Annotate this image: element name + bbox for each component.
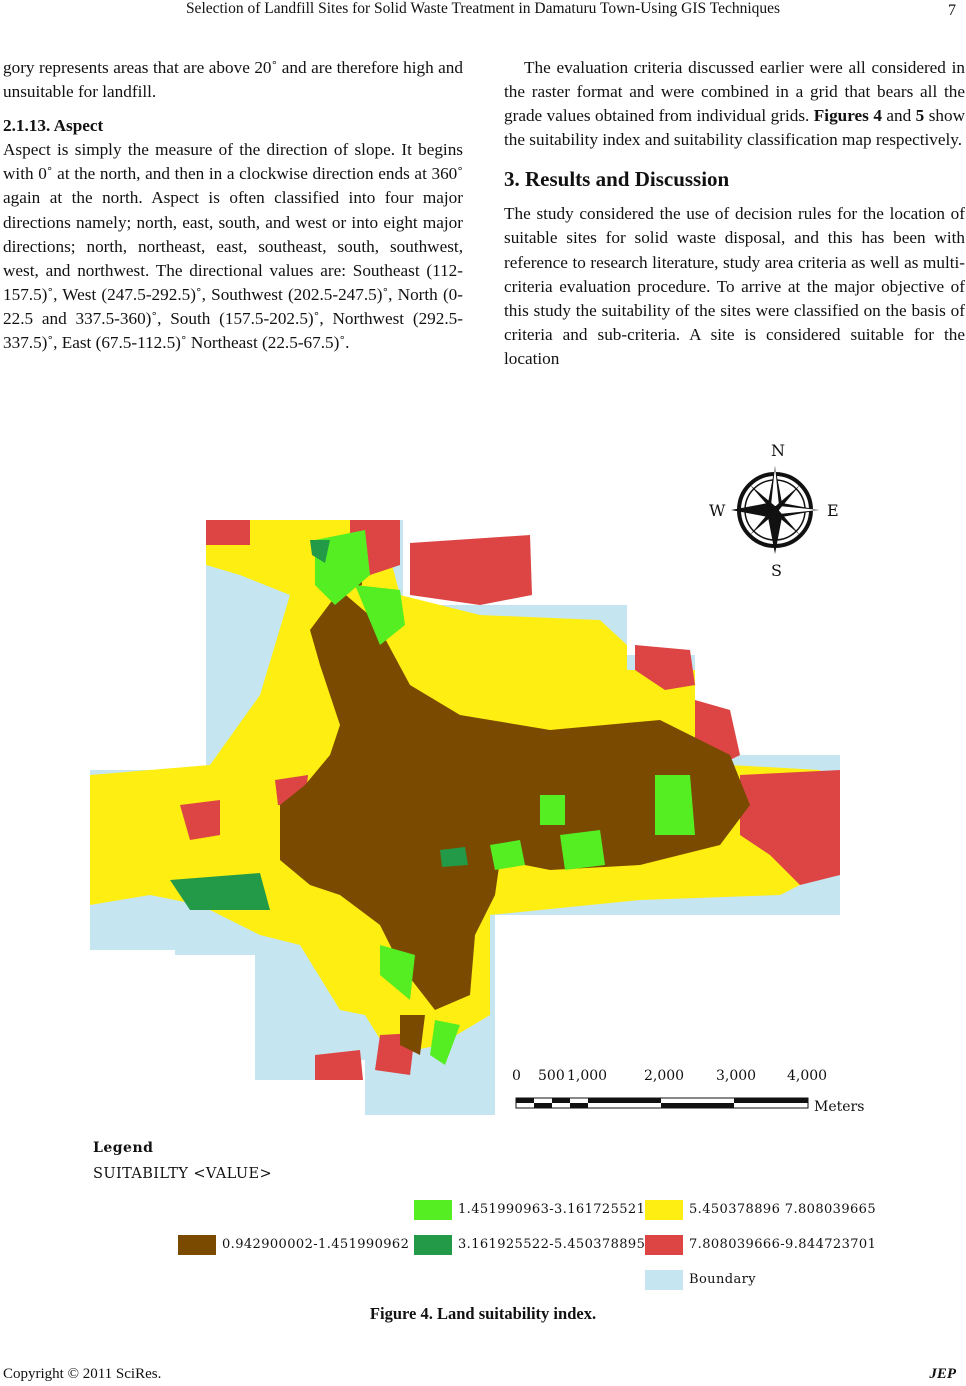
section-heading: 3. Results and Discussion	[504, 167, 730, 192]
running-title: Selection of Landfill Sites for Solid Waste Treatment in Damaturu Town-Using GIS Techniques	[185, 0, 781, 17]
compass-west-label: W	[709, 501, 726, 520]
copyright-notice: Copyright © 2011 SciRes.	[3, 1366, 162, 1382]
scale-unit-label: Meters	[814, 1099, 865, 1115]
legend-swatch	[645, 1235, 683, 1255]
scale-tick-label: 1,000	[567, 1068, 608, 1084]
legend-label: 3.161925522-5.450378895	[458, 1237, 646, 1252]
legend-swatch	[414, 1235, 452, 1255]
compass-rose	[709, 441, 839, 580]
legend-swatch	[178, 1235, 216, 1255]
suitability-map	[80, 441, 910, 1115]
compass-east-label: E	[827, 501, 839, 520]
scale-bar	[512, 1068, 864, 1115]
scale-tick-label: 2,000	[644, 1068, 685, 1084]
journal-abbrev: JEP	[929, 1366, 956, 1382]
left-column	[3, 56, 463, 355]
scale-tick-label: 0	[512, 1068, 521, 1084]
para-text: The evaluation criteria discussed earlier were all considered in the raster format and were combined in a grid that bears all the grade values obtained from individual grids.	[504, 58, 965, 126]
legend-field: SUITABILTY <VALUE>	[93, 1166, 273, 1182]
running-header	[0, 0, 966, 28]
left-paragraph-2: Aspect is simply the measure of the direction of slope. It begins with 0˚ at the north, and then in a clockwise direction ends at 360˚ again at the north. Aspect is often classified into four major directions namely; north, east, south, and west or into eight major directions; north, northeast, east, southeast, south, southwest, west, and northwest. The directional values are: Southeast (112-157.5)˚, West (247.5-292.5)˚, Southwest (202.5-247.5)˚, North (0-22.5 and 337.5-360)˚, South (157.5-202.5)˚, Northwest (292.5-337.5)˚, East (67.5-112.5)˚ Northeast (22.5-67.5)˚.	[3, 140, 463, 353]
subheading-aspect: 2.1.13. Aspect	[3, 116, 104, 136]
legend-swatch	[645, 1270, 683, 1290]
page-number: 7	[948, 2, 956, 19]
scale-tick-label: 500	[538, 1068, 565, 1084]
legend-swatch	[414, 1200, 452, 1220]
compass-north-label: N	[771, 441, 785, 460]
right-column	[504, 56, 965, 371]
map-legend	[93, 1140, 893, 1300]
legend-label: 1.451990963-3.161725521	[458, 1202, 646, 1217]
scale-tick-label: 4,000	[787, 1068, 828, 1084]
para-text: show the suitability index and suitability classification map respectively.	[504, 106, 965, 150]
legend-label: 7.808039666-9.844723701	[689, 1237, 877, 1252]
scale-tick-label: 3,000	[716, 1068, 757, 1084]
figure-caption: Figure 4. Land suitability index.	[369, 1304, 597, 1323]
legend-heading: Legend	[93, 1140, 154, 1156]
legend-label: Boundary	[689, 1272, 756, 1287]
figure-5-link[interactable]: 5	[915, 106, 925, 126]
right-paragraph-2: The study considered the use of decision rules for the location of suitable sites for solid waste disposal, and this has been with reference to research literature, study area criteria as well as multi-criteria evaluation procedure. To arrive at the major objective of this study the suitability of the sites were classified on the basis of criteria and sub-criteria. A site is considered suitable for the location	[504, 204, 965, 368]
legend-swatch	[645, 1200, 683, 1220]
left-paragraph-1: gory represents areas that are above 20˚ and are therefore high and unsuitable for landfill.	[3, 58, 463, 102]
para-text: and	[881, 106, 916, 126]
legend-label: 0.942900002-1.451990962	[222, 1237, 410, 1252]
figure-4-link[interactable]: Figures 4	[813, 106, 882, 126]
right-paragraph-1	[504, 56, 965, 152]
legend-label: 5.450378896 7.808039665	[689, 1202, 877, 1217]
compass-south-label: S	[771, 561, 782, 580]
